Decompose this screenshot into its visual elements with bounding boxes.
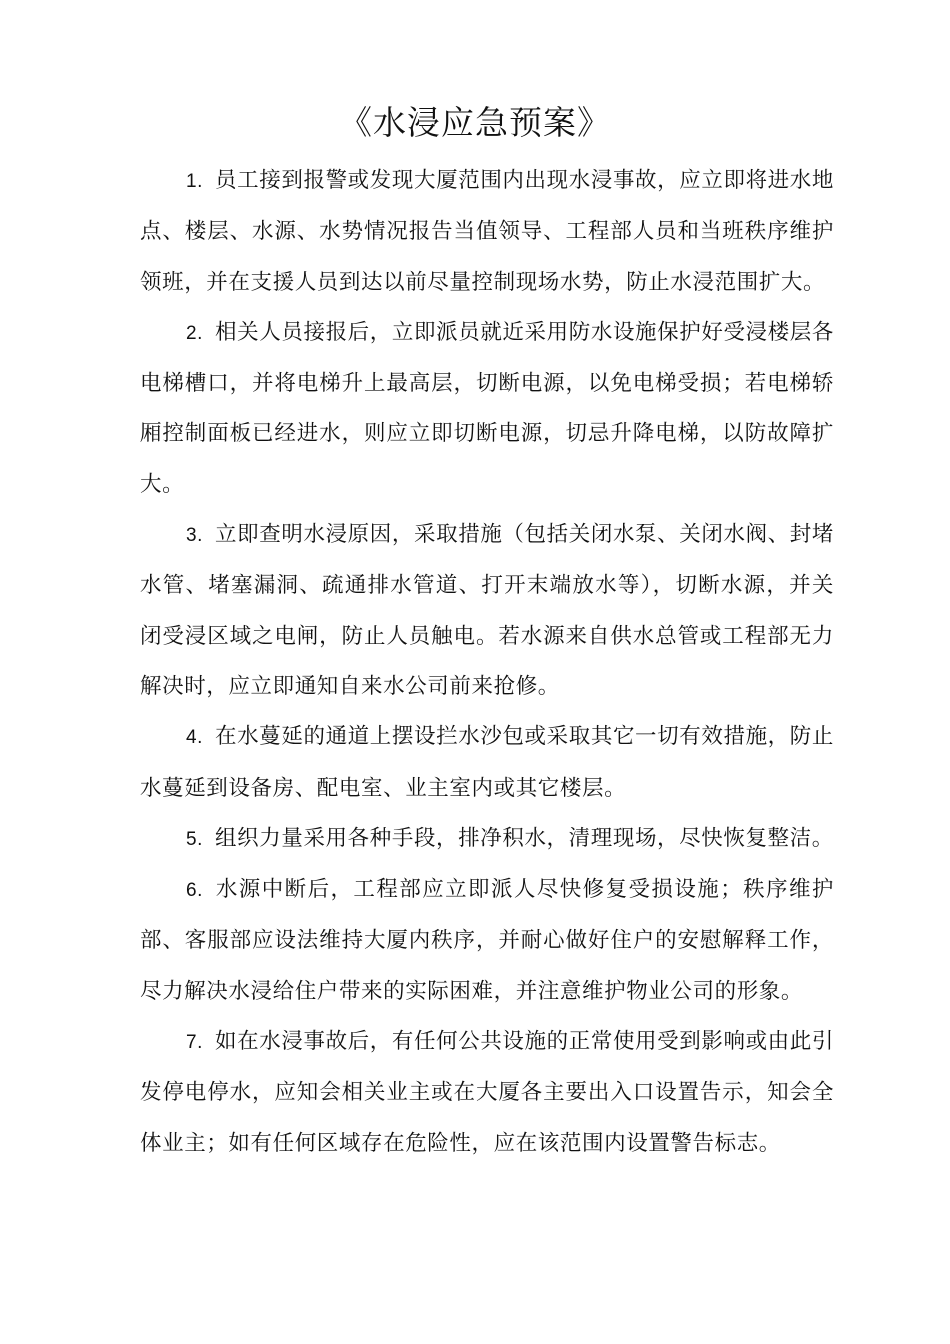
paragraph-text: 组织力量采用各种手段，排净积水，清理现场，尽快恢复整洁。 — [215, 825, 834, 851]
paragraph-4 — [140, 712, 834, 814]
paragraph-number: 7. — [186, 1032, 204, 1054]
paragraph-text: 水源中断后，工程部应立即派人尽快修复受损设施；秩序维护部、客服部应设法维持大厦内秩序，并耐心做好住户的安慰解释工作，尽力解决水浸给住户带来的实际困难，并注意维护物业公司的形象。 — [140, 877, 834, 1004]
paragraph-3 — [140, 510, 834, 712]
document-title: 《水浸应急预案》 — [339, 103, 611, 142]
document-body — [140, 156, 834, 1169]
paragraph-5 — [140, 814, 834, 865]
paragraph-number: 6. — [186, 880, 204, 902]
paragraph-7 — [140, 1017, 834, 1169]
paragraph-6 — [140, 865, 834, 1017]
paragraph-number: 4. — [186, 727, 204, 749]
paragraph-number: 5. — [186, 828, 204, 850]
paragraph-number: 2. — [186, 322, 204, 344]
paragraph-1 — [140, 156, 834, 308]
paragraph-number: 1. — [186, 171, 204, 192]
paragraph-text: 相关人员接报后，立即派员就近采用防水设施保护好受浸楼层各电梯槽口，并将电梯升上最高层，切断电源，以免电梯受损；若电梯轿厢控制面板已经进水，则应立即切断电源，切忌升降电梯，以防故障扩大。 — [140, 319, 834, 497]
paragraph-text: 在水蔓延的通道上摆设拦水沙包或采取其它一切有效措施，防止水蔓延到设备房、配电室、业主室内或其它楼层。 — [140, 724, 834, 801]
paragraph-text: 员工接到报警或发现大厦范围内出现水浸事故，应立即将进水地点、楼层、水源、水势情况报告当值领导、工程部人员和当班秩序维护领班，并在支援人员到达以前尽量控制现场水势，防止水浸范围扩大。 — [140, 168, 834, 295]
paragraph-number: 3. — [186, 525, 204, 547]
paragraph-2 — [140, 308, 834, 510]
paragraph-text: 如在水浸事故后，有任何公共设施的正常使用受到影响或由此引发停电停水，应知会相关业主或在大厦各主要出入口设置告示，知会全体业主；如有任何区域存在危险性，应在该范围内设置警告标志。 — [140, 1029, 834, 1156]
paragraph-text: 立即查明水浸原因，采取措施（包括关闭水泵、关闭水阀、封堵水管、堵塞漏洞、疏通排水管道、打开末端放水等），切断水源，并关闭受浸区域之电闸，防止人员触电。若水源来自供水总管或工程部无力解决时，应立即通知自来水公司前来抢修。 — [140, 522, 834, 699]
